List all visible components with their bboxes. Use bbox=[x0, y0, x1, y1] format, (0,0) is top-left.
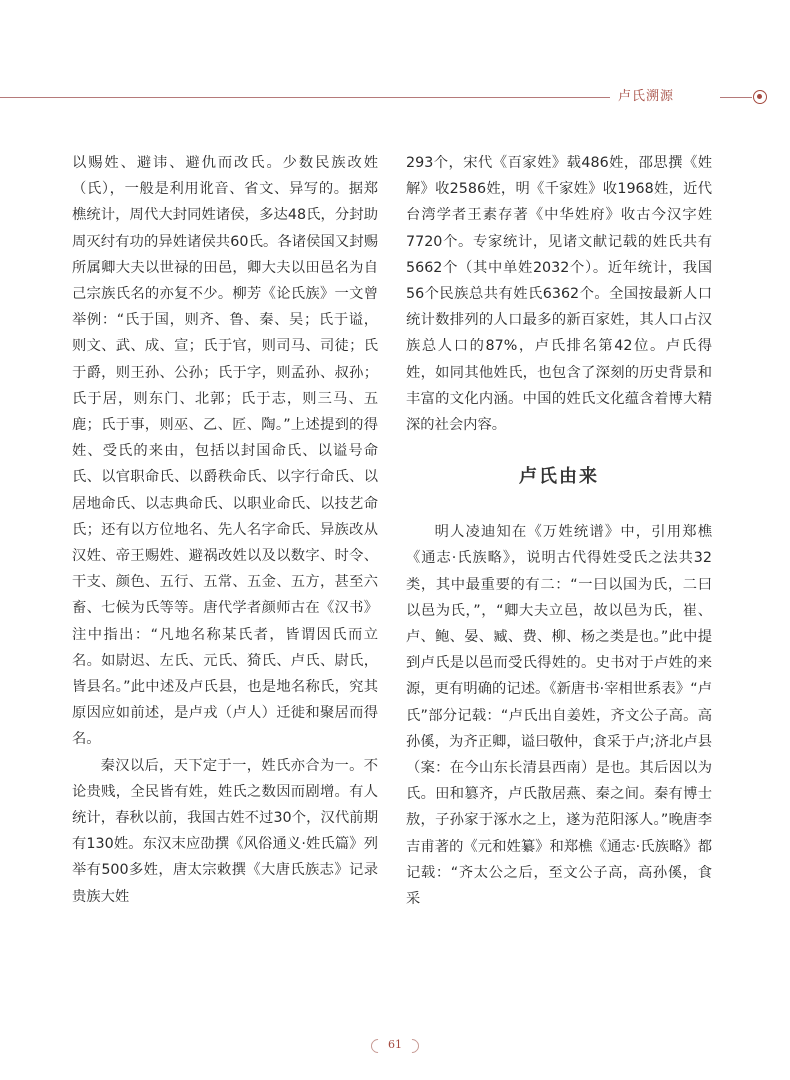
header-rule-left bbox=[0, 97, 610, 98]
section-heading: 卢氏由来 bbox=[519, 466, 599, 488]
body-paragraph: 293个，宋代《百家姓》载486姓，邵思撰《姓解》收2586姓，明《千家姓》收1968姓，近代台湾学者王素存著《中华姓府》收古今汉字姓7720个。专家统计，见诸文献记载的姓氏共有5662个（其中单姓2032个）。近年统计，我国56个民族总共有姓氏6362个。全国按最新人口统计数排列的人口最多的新百家姓，其人口占汉族总人口的87%，卢氏排名第42位。卢氏得姓，如同其他姓氏，也包含了深刻的历史背景和丰富的文化内涵。中国的姓氏文化蕴含着博大精深的社会内容。 bbox=[406, 155, 712, 434]
page-number: 61 bbox=[365, 1037, 425, 1053]
body-paragraph: 以赐姓、避讳、避仇而改氏。少数民族改姓（氏），一般是利用讹音、省文、异写的。据郑樵统计，周代大封同姓诸侯，多达48氏，分封助周灭纣有功的异姓诸侯共60氏。各诸侯国又封赐所属卿大夫以世禄的田邑，卿大夫以田邑名为自己宗族氏名的亦复不少。柳芳《论氏族》一文曾举例：“氏于国，则齐、鲁、秦、吴；氏于谥，则文、武、成、宣；氏于官，则司马、司徒；氏于爵，则王孙、公孙；氏于字，则孟孙、叔孙；氏于居，则东门、北郭；氏于志，则三马、五鹿；氏于事，则巫、乙、匠、陶。”上述提到的得姓、受氏的来由，包括以封国命氏、以谥号命氏、以官职命氏、以爵秩命氏、以字行命氏、以居地命氏、以志典命氏、以职业命氏、以技艺命氏；还有以方位地名、先人名字命氏、异族改从汉姓、帝王赐姓、避祸改姓以及以数字、时令、干支、颜色、五行、五常、五金、五方，甚至六畜、七候为氏等等。唐代学者颜师古在《汉书》注中指出：“凡地名称某氏者，皆谓因氏而立名。如尉迟、左氏、元氏、猗氏、卢氏、尉氏，皆县名。”此中述及卢氏县，也是地名称氏，究其原因应如前述，是卢戎（卢人）迁徙和聚居而得名。 bbox=[72, 155, 378, 748]
right-column bbox=[406, 150, 712, 912]
header-rule-right bbox=[720, 97, 752, 98]
left-column bbox=[72, 150, 378, 910]
body-paragraph: 秦汉以后，天下定于一，姓氏亦合为一。不论贵贱，全民皆有姓，姓氏之数因而剧增。有人统计，春秋以前，我国古姓不过30个，汉代前期有130姓。东汉末应劭撰《风俗通义·姓氏篇》列举有500多姓，唐太宗敕撰《大唐氏族志》记录贵族大姓 bbox=[72, 757, 378, 905]
section-title: 卢氏溯源 bbox=[618, 89, 675, 104]
body-paragraph: 明人凌迪知在《万姓统谱》中，引用郑樵《通志·氏族略》，说明古代得姓受氏之法共32类，其中最重要的有二：“一曰以国为氏，二曰以邑为氏，”，“卿大夫立邑，故以邑为氏，崔、卢、鲍、晏、臧、费、柳、杨之类是也。”此中提到卢氏是以邑而受氏得姓的。史书对于卢姓的来源，更有明确的记述。《新唐书·宰相世系表》“卢氏”部分记载：“卢氏出自姜姓，齐文公子高。高孙傒，为齐正卿，谥曰敬仲，食采于卢;济北卢县（案：在今山东长清县西南）是也。其后因以为氏。田和篡齐，卢氏散居燕、秦之间。秦有博士敖，子孙家于涿水之上，遂为范阳涿人。”晚唐李吉甫著的《元和姓纂》和郑樵《通志·氏族略》都记载：“齐太公之后，至文公子高，高孙傒，食采 bbox=[406, 524, 712, 908]
target-circle-icon bbox=[753, 90, 767, 104]
